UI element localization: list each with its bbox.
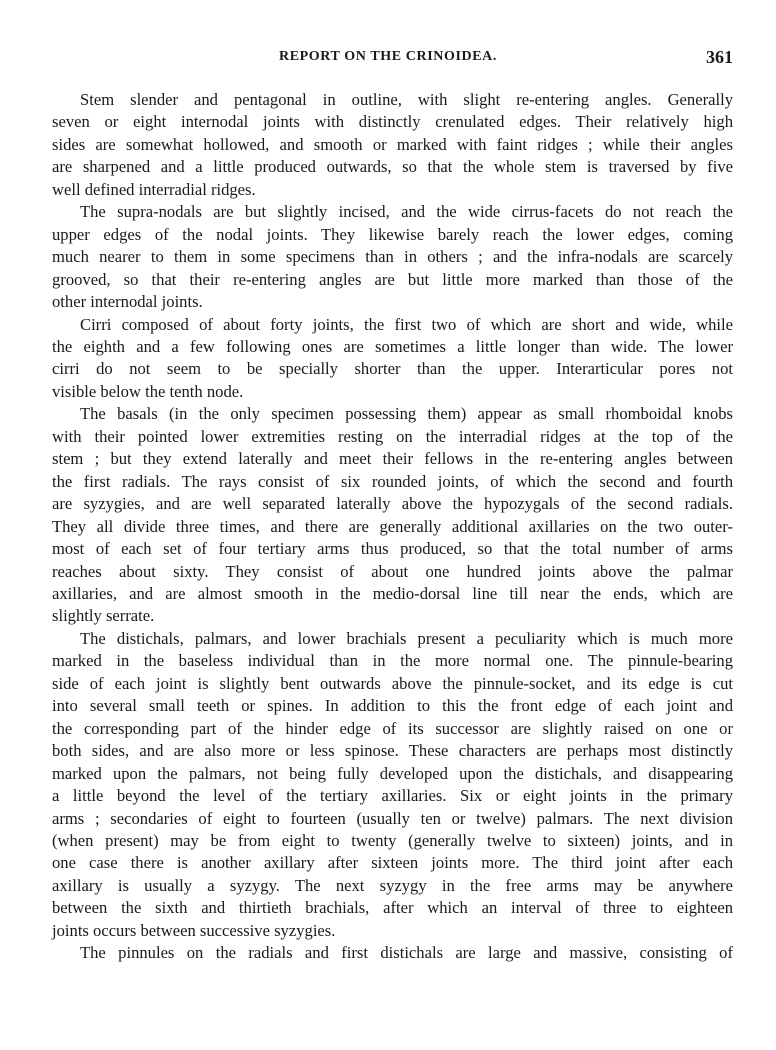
text-line: sides are somewhat hollowed, and smooth or marked with faint ridges ; while their angles [52,134,733,154]
text-line: The supra-nodals are but slightly incised, and the wide cirrus-facets do not reach the [80,202,733,222]
text-line: marked upon the palmars, not being fully developed upon the distichals, and disappearing [52,763,733,783]
text-line: cirri do not seem to be specially shorter than the upper. Interarticular pores not [52,359,733,379]
text-line: marked in the baseless individual than in the more normal one. The pinnule-bearing [52,651,733,671]
text-line: both sides, and are also more or less spinose. These characters are perhaps most distinctly [52,741,733,761]
paragraph [52,89,733,201]
text-line: the corresponding part of the hinder edge of its successor are slightly raised on one or [52,718,733,738]
text-line: axillary is usually a syzygy. The next syzygy in the free arms may be anywhere [52,875,733,895]
text-line: reaches about sixty. They consist of about one hundred joints above the palmar [52,561,733,581]
text-line: are syzygies, and are well separated laterally above the hypozygals of the second radials. [52,494,733,514]
text-line: well defined interradial ridges. [52,179,256,199]
text-line: Cirri composed of about forty joints, the first two of which are short and wide, while [80,314,733,334]
text-line: into several small teeth or spines. In addition to this the front edge of each joint and [52,696,733,716]
text-line: between the sixth and thirtieth brachials, after which an interval of three to eighteen [52,898,733,918]
text-line: arms ; secondaries of eight to fourteen (usually ten or twelve) palmars. The next division [52,808,733,828]
text-line: upper edges of the nodal joints. They likewise barely reach the lower edges, coming [52,224,733,244]
paragraph [52,201,733,313]
text-line: Stem slender and pentagonal in outline, with slight re-entering angles. Generally [80,90,733,109]
paragraph [52,403,733,628]
text-line: other internodal joints. [52,292,203,312]
page-header [0,47,776,69]
text-line: visible below the tenth node. [52,381,244,401]
text-line: much nearer to them in some specimens than in others ; and the infra-nodals are scarcely [52,247,733,267]
text-line: side of each joint is slightly bent outwards above the pinnule-socket, and its edge is cut [52,673,733,693]
paragraph [52,942,733,964]
text-line: the first radials. The rays consist of six rounded joints, of which the second and fourth [52,471,733,491]
text-line: slightly serrate. [52,606,155,626]
text-line: (when present) may be from eight to twenty (generally twelve to sixteen) joints, and in [52,830,733,850]
text-line: one case there is another axillary after sixteen joints more. The third joint after each [52,853,733,873]
text-line: axillaries, and are almost smooth in the medio-dorsal line till near the ends, which are [52,583,733,603]
text-line: with their pointed lower extremities resting on the interradial ridges at the top of the [52,426,733,446]
text-line: most of each set of four tertiary arms thus produced, so that the total number of arms [52,539,733,559]
text-line: grooved, so that their re-entering angles are but little more marked than those of the [52,269,733,289]
text-line: They all divide three times, and there are generally additional axillaries on the two outer- [52,516,733,536]
text-line: The basals (in the only specimen possessing them) appear as small rhomboidal knobs [80,404,733,424]
text-line: the eighth and a few following ones are sometimes a little longer than wide. The lower [52,336,733,356]
paragraph [52,628,733,942]
text-line: The pinnules on the radials and first distichals are large and massive, consisting of [80,943,733,963]
body-text [52,89,733,965]
page-number: 361 [706,47,733,67]
text-line: stem ; but they extend laterally and meet their fellows in the re-entering angles between [52,449,733,469]
text-line: a little beyond the level of the tertiary axillaries. Six or eight joints in the primary [52,786,733,806]
text-line: joints occurs between successive syzygies. [52,920,336,940]
paragraph [52,314,733,404]
running-title: REPORT ON THE CRINOIDEA. [279,49,497,64]
text-line: The distichals, palmars, and lower brachials present a peculiarity which is much more [80,628,733,648]
text-line: seven or eight internodal joints with distinctly crenulated edges. Their relatively high [52,112,733,132]
text-line: are sharpened and a little produced outwards, so that the whole stem is traversed by five [52,157,733,177]
